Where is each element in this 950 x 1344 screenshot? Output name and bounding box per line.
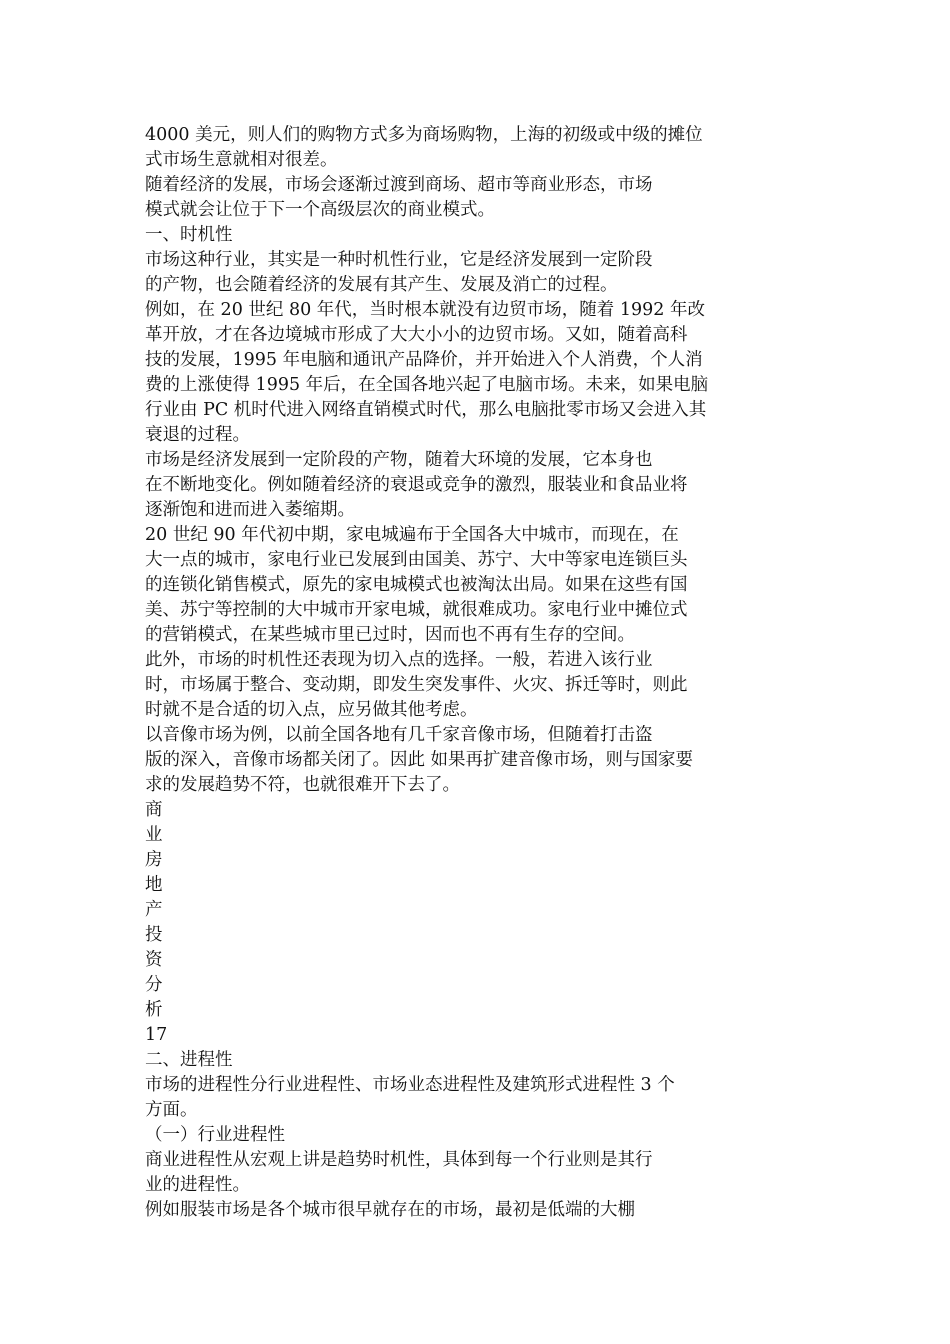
running-header-char: 房 <box>145 850 163 870</box>
text-line: 商业进程性从宏观上讲是趋势时机性，具体到每一个行业则是其行 <box>145 1150 653 1170</box>
text-line: 大一点的城市，家电行业已发展到由国美、苏宁、大中等家电连锁巨头 <box>145 550 688 570</box>
text-line: 求的发展趋势不符，也就很难开下去了。 <box>145 775 460 795</box>
text-line: 模式就会让位于下一个高级层次的商业模式。 <box>145 200 495 220</box>
text-line: 市场的进程性分行业进程性、市场业态进程性及建筑形式进程性 3 个 <box>145 1075 675 1095</box>
text-line: 的营销模式，在某些城市里已过时，因而也不再有生存的空间。 <box>145 625 635 645</box>
running-header-char: 投 <box>145 925 163 945</box>
running-header-char: 业 <box>145 825 163 845</box>
text-line: 业的进程性。 <box>145 1175 250 1195</box>
text-line: 逐渐饱和进而进入萎缩期。 <box>145 500 355 520</box>
text-line: 市场是经济发展到一定阶段的产物，随着大环境的发展，它本身也 <box>145 450 653 470</box>
text-line: 的连锁化销售模式，原先的家电城模式也被淘汰出局。如果在这些有国 <box>145 575 688 595</box>
running-header-char: 分 <box>145 975 163 995</box>
running-header-char: 析 <box>145 1000 163 1020</box>
subsection-heading: （一）行业进程性 <box>145 1125 285 1145</box>
text-line: 的产物，也会随着经济的发展有其产生、发展及消亡的过程。 <box>145 275 618 295</box>
document-page <box>145 123 765 1223</box>
text-line: 技的发展，1995 年电脑和通讯产品降价，并开始进入个人消费，个人消 <box>145 350 703 370</box>
running-header-char: 地 <box>145 875 163 895</box>
section-heading: 二、进程性 <box>145 1050 233 1070</box>
running-header-char: 产 <box>145 900 163 920</box>
running-header-char: 商 <box>145 800 163 820</box>
text-line: 式市场生意就相对很差。 <box>145 150 338 170</box>
text-line: 20 世纪 90 年代初中期，家电城遍布于全国各大中城市，而现在，在 <box>145 525 679 545</box>
section-heading: 一、时机性 <box>145 225 233 245</box>
text-line: 时，市场属于整合、变动期，即发生突发事件、火灾、拆迁等时，则此 <box>145 675 688 695</box>
page-number: 17 <box>145 1025 168 1045</box>
text-line: 费的上涨使得 1995 年后，在全国各地兴起了电脑市场。未来，如果电脑 <box>145 375 709 395</box>
text-line: 例如，在 20 世纪 80 年代，当时根本就没有边贸市场，随着 1992 年改 <box>145 300 705 320</box>
running-header-char: 资 <box>145 950 163 970</box>
text-line: 版的深入，音像市场都关闭了。因此 如果再扩建音像市场，则与国家要 <box>145 750 694 770</box>
text-line: 4000 美元，则人们的购物方式多为商场购物，上海的初级或中级的摊位 <box>145 125 703 145</box>
text-line: 随着经济的发展，市场会逐渐过渡到商场、超市等商业形态，市场 <box>145 175 653 195</box>
text-line: 革开放，才在各边境城市形成了大大小小的边贸市场。又如，随着高科 <box>145 325 688 345</box>
text-line: 此外，市场的时机性还表现为切入点的选择。一般，若进入该行业 <box>145 650 653 670</box>
text-line: 时就不是合适的切入点，应另做其他考虑。 <box>145 700 478 720</box>
text-line: 衰退的过程。 <box>145 425 250 445</box>
text-line: 市场这种行业，其实是一种时机性行业，它是经济发展到一定阶段 <box>145 250 653 270</box>
text-line: 方面。 <box>145 1100 198 1120</box>
text-line: 美、苏宁等控制的大中城市开家电城，就很难成功。家电行业中摊位式 <box>145 600 688 620</box>
text-line: 行业由 PC 机时代进入网络直销模式时代，那么电脑批零市场又会进入其 <box>145 400 707 420</box>
text-line: 在不断地变化。例如随着经济的衰退或竞争的激烈，服装业和食品业将 <box>145 475 688 495</box>
text-line: 例如服装市场是各个城市很早就存在的市场，最初是低端的大棚 <box>145 1200 635 1220</box>
text-line: 以音像市场为例，以前全国各地有几千家音像市场，但随着打击盗 <box>145 725 653 745</box>
